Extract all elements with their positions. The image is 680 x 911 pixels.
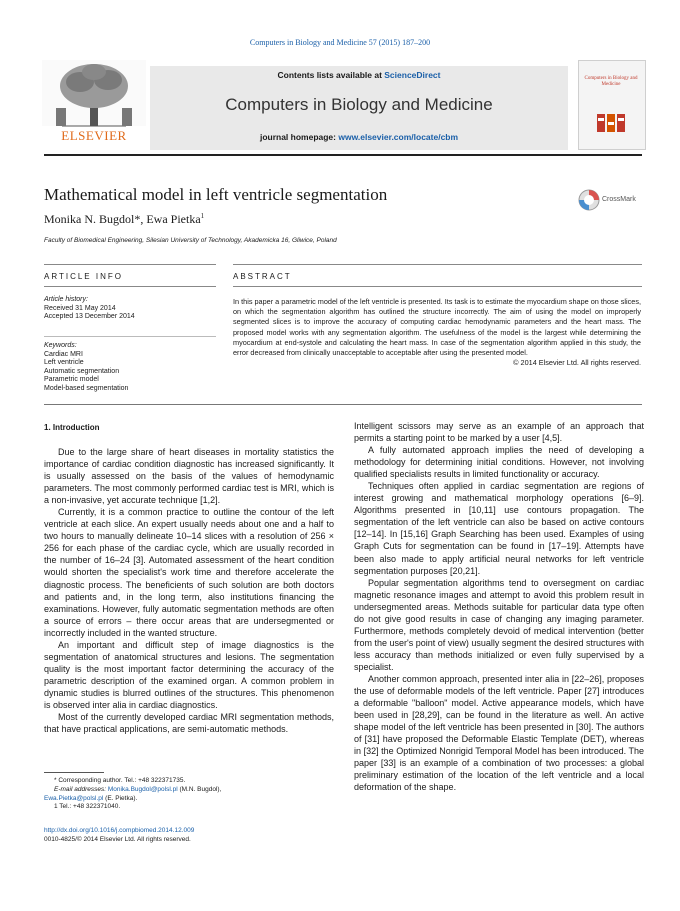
footnotes: [44, 777, 314, 812]
elsevier-wordmark[interactable]: ELSEVIER: [61, 128, 127, 143]
keywords-label: Keywords:: [44, 342, 77, 349]
homepage-prefix: journal homepage:: [259, 132, 339, 142]
telephone-note: 1 Tel.: +48 322371040.: [54, 803, 121, 811]
accepted-date: Accepted 13 December 2014: [44, 313, 135, 321]
footnote-divider: [44, 772, 104, 773]
paragraph: Due to the large share of heart diseases in mortality statistics the importance of cardiac condition diagnostic has increased significantly. It is usually assessed on the basis of the values of hemodynamic parameters. The most commonly performed cardiac test is MRI, which is a non-invasive, yet accurate technique [1,2].: [44, 447, 334, 506]
cover-title: Computers in Biology and Medicine: [584, 76, 638, 87]
journal-citation[interactable]: Computers in Biology and Medicine 57 (2015) 187–200: [249, 38, 431, 47]
corresponding-author-note: * Corresponding author. Tel.: +48 322371735.: [54, 777, 186, 784]
received-date: Received 31 May 2014: [44, 304, 116, 312]
body-column-right: [354, 420, 644, 793]
paragraph: Intelligent scissors may serve as an example of an approach that permits a starting point to be marked by a user [4,5].: [354, 421, 644, 444]
keyword: Automatic segmentation: [44, 367, 120, 375]
affiliation: Faculty of Biomedical Engineering, Silesian University of Technology, Akademicka 16, Gliwice, Poland: [44, 237, 337, 244]
abstract-copyright: © 2014 Elsevier Ltd. All rights reserved.: [513, 358, 641, 368]
keywords-rule: [44, 336, 216, 337]
paragraph: Popular segmentation algorithms tend to oversegment on cardiac magnetic resonance images and attempt to avoid this problem result in undersegmented areas. Methods suitable for particular data type often do not give good results in case of changing any imaging parameter. Furthermore, methods completely devoid of medical intervention (better from the user's point of view) usually segment the desired structures with less accuracy than methods initialized or even fully supervised by a specialist.: [354, 577, 644, 672]
author-list: [44, 212, 204, 227]
cover-image: [596, 112, 626, 134]
paragraph: Currently, it is a common practice to outline the contour of the left ventricle at each slice. An expert usually needs about one and a half to two hours to manually delineate 10–14 slices with a resolution of 256 × 256 for each phase of the cardiac cycle, which are usually recorded in the number of 16–24 [3]. Automated assessment of the heart condition would shorten the specialist's work time and therefore accelerate the diagnostic process. The beneficients of such solution are both doctors and patients and, in the long term, also institutions financing the examinations. However, fully automatic segmentation methods are often a source of errors – there occur areas that are undersegmented or incorrectly included in the wanted structure.: [44, 507, 334, 638]
keywords-block: [44, 342, 219, 394]
section-heading-introduction: 1. Introduction: [44, 423, 100, 432]
email-owner: (M.N. Bugdol),: [177, 785, 222, 793]
body-divider: [44, 404, 642, 405]
issn-copyright: 0010-4825/© 2014 Elsevier Ltd. All rights reserved.: [44, 836, 191, 843]
email-link-pietka[interactable]: Ewa.Pietka@polsl.pl: [44, 794, 104, 802]
article-info-subrule: [44, 286, 216, 287]
keyword: Parametric model: [44, 376, 99, 384]
contents-line: [150, 70, 568, 80]
abstract-heading: ABSTRACT: [233, 272, 292, 281]
journal-cover-thumbnail[interactable]: [578, 60, 646, 150]
author-footnote-marker[interactable]: 1: [200, 212, 205, 220]
paragraph: Techniques often applied in cardiac segmentation are regions of interest growing and mathematical morphology operations [6–9]. Algorithms presented in [10,11] use contours propagation. The segmentation of the left ventricle can also be based on active contours [12–14]. In [15,16] Graph Searching has been used. Examples of using Graph Cuts for segmentation can be found in [17–19]. Attempts have been also made to apply artificial neural networks for left ventricle segmentation purposes [20,21].: [354, 481, 644, 576]
journal-homepage: [150, 132, 568, 142]
journal-title: Computers in Biology and Medicine: [225, 95, 493, 114]
abstract-subrule: [233, 286, 642, 287]
paragraph: Another common approach, presented inter alia in [22–26], proposes the use of deformable models of the left ventricle. Paper [27] introduces a deformable "balloon" model. Active appearance models, which have been used in [28,29], can be found in the literature as well. An active shape model of the left ventricle has been presented in [30]. The authors of [31] have proposed the Deformable Elastic Template (DET), whereas in [32] the Optimized Nonrigid Temporal Model has been introduced. The paper [33] is an example of a combination of two processes: a global preliminary estimation of the location of the left ventricle and a local deformation of the shape.: [354, 673, 644, 793]
homepage-link[interactable]: www.elsevier.com/locate/cbm: [338, 132, 459, 142]
doi-block: [44, 826, 194, 844]
email-label: E-mail addresses:: [54, 785, 108, 793]
sciencedirect-link[interactable]: ScienceDirect: [384, 70, 441, 80]
article-history: [44, 296, 219, 322]
body-column-left: [44, 446, 334, 735]
paragraph: Most of the currently developed cardiac MRI segmentation methods, that have practical applications, are semi-automatic methods.: [44, 712, 334, 735]
paragraph: A fully automated approach implies the need of developing a methodology for determining initial conditions. However, not involving qualified specialists results in limited functionality or accuracy.: [354, 445, 644, 480]
doi-link[interactable]: http://dx.doi.org/10.1016/j.compbiomed.2014.12.009: [44, 827, 195, 834]
email-owner: (E. Pietka).: [103, 794, 138, 802]
article-info-rule: [44, 264, 216, 265]
keyword: Cardiac MRI: [44, 350, 83, 358]
authors[interactable]: Monika N. Bugdol*, Ewa Pietka: [44, 212, 201, 226]
abstract-body: [233, 297, 641, 368]
email-link-bugdol[interactable]: Monika.Bugdol@polsl.pl: [107, 785, 178, 793]
header-divider: [44, 154, 642, 156]
abstract-rule: [233, 264, 642, 265]
history-label: Article history:: [44, 296, 88, 303]
crossmark-icon[interactable]: [578, 189, 600, 211]
crossmark-label[interactable]: CrossMark: [602, 196, 636, 203]
keyword: Left ventricle: [44, 359, 84, 367]
article-info-heading: ARTICLE INFO: [44, 272, 123, 281]
abstract-text: In this paper a parametric model of the left ventricle is presented. Its task is to estimate the myocardium shape on those slices, on which the segmentation algorithm has outlined the structure incorrectly. The aim of using the model on improperly segmented slices is to improve the accuracy of computing cardiac hemodynamic parameters and the heart mass. The proposed model works with any segmentation algorithm. The usefulness of the model is the largest while determining the myocardium at end-systole and calculating the heart mass. In case of the segmentation algorithm applied in this study, the error decreased from clinically unacceptable to acceptable after using the presented model.: [233, 297, 642, 358]
contents-prefix: Contents lists available at: [277, 70, 385, 80]
keyword: Model-based segmentation: [44, 384, 129, 392]
article-title: Mathematical model in left ventricle segmentation: [44, 185, 388, 204]
paragraph: An important and difficult step of image diagnostics is the segmentation of anatomical structures and lesions. The segmentation quality is the most important factor determining the accuracy of the parametric description of the examined organ. A common problem in dynamic studies is blurred outlines of the structures. This phenomenon is observed inter alia in cardiac diagnostics.: [44, 639, 334, 710]
